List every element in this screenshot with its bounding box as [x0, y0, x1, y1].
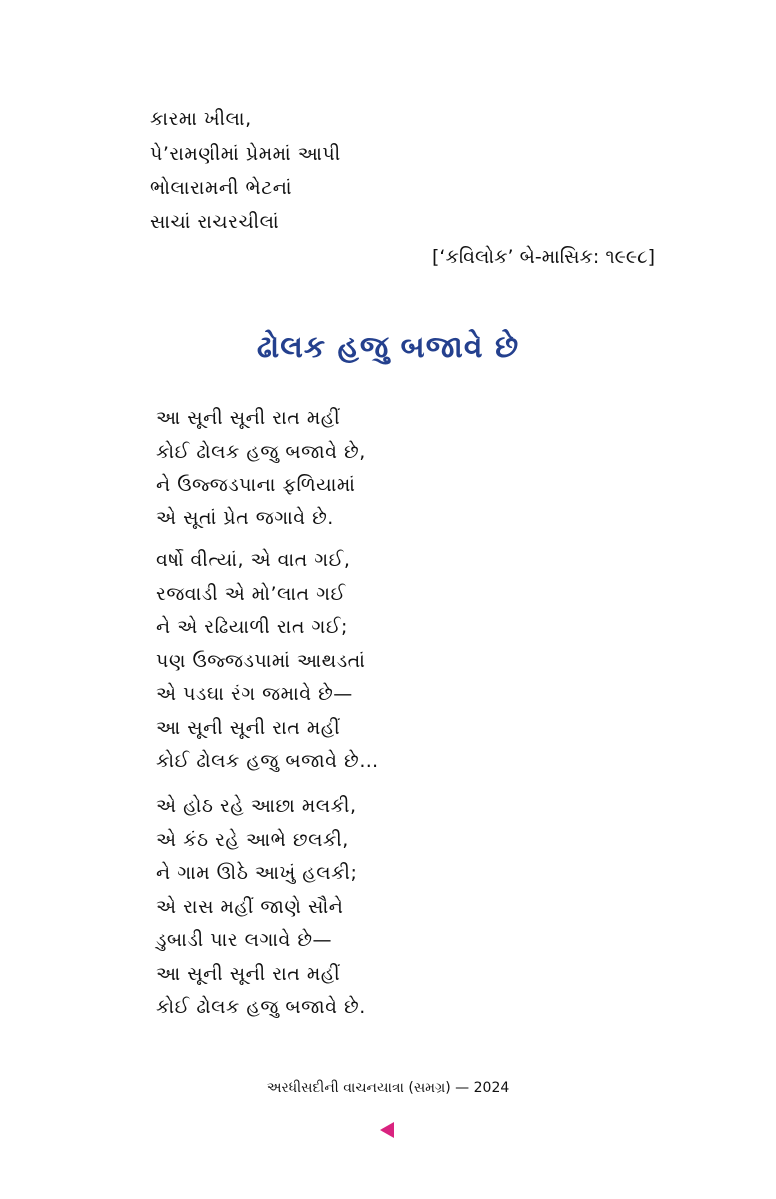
- poem-line: એ પડઘા રંગ જમાવે છે—: [156, 683, 353, 705]
- poem-line: ડુબાડી પાર લગાવે છે—: [156, 929, 333, 951]
- source-citation: [‘કવિલોક’ બે-માસિક: ૧૯૯૮]: [432, 246, 655, 268]
- poem-line: કોઈ ઢોલક હજુ બજાવે છે,: [156, 441, 366, 463]
- poem-line: આ સૂની સૂની રાત મહીં: [156, 963, 341, 985]
- poem-line: પે’રામણીમાં પ્રેમમાં આપી: [150, 143, 341, 165]
- poem-line: આ સૂની સૂની રાત મહીં: [156, 407, 341, 429]
- poem-line: કોઈ ઢોલક હજુ બજાવે છે…: [156, 750, 379, 772]
- poem-line: ભોલારામની ભેટનાં: [150, 177, 293, 199]
- previous-page-icon[interactable]: [380, 1122, 394, 1138]
- poem-line: એ સૂતાં પ્રેત જગાવે છે.: [156, 507, 334, 529]
- poem-line: વર્ષો વીત્યાં, એ વાત ગઈ,: [156, 549, 351, 571]
- page-footer: અરધીસદીની વાચનયાત્રા (સમગ્ર) — 2024: [266, 1080, 510, 1096]
- poem-line: ને ઉજ્જડપાના ફળિયામાં: [156, 474, 356, 496]
- poem-line: સાચાં રાચરચીલાં: [150, 211, 280, 233]
- poem-line: રજવાડી એ મો’લાત ગઈ: [156, 583, 346, 605]
- poem-line: એ હોઠ રહે આછા મલકી,: [156, 795, 357, 817]
- poem-line: એ રાસ મહીં જાણે સૌને: [156, 896, 344, 918]
- poem-line: એ કંઠ રહે આભે છલકી,: [156, 829, 349, 851]
- poem-title: ઢોલક હજુ બજાવે છે: [256, 330, 520, 365]
- poem-line: કોઈ ઢોલક હજુ બજાવે છે.: [156, 996, 366, 1018]
- poem-line: ને એ રઢિયાળી રાત ગઈ;: [156, 616, 348, 638]
- poem-line: કારમા ખીલા,: [150, 108, 252, 130]
- poem-line: આ સૂની સૂની રાત મહીં: [156, 717, 341, 739]
- poem-line: પણ ઉજ્જડપામાં આથડતાં: [156, 650, 366, 672]
- poem-line: ને ગામ ઊઠે આખું હલકી;: [156, 862, 358, 884]
